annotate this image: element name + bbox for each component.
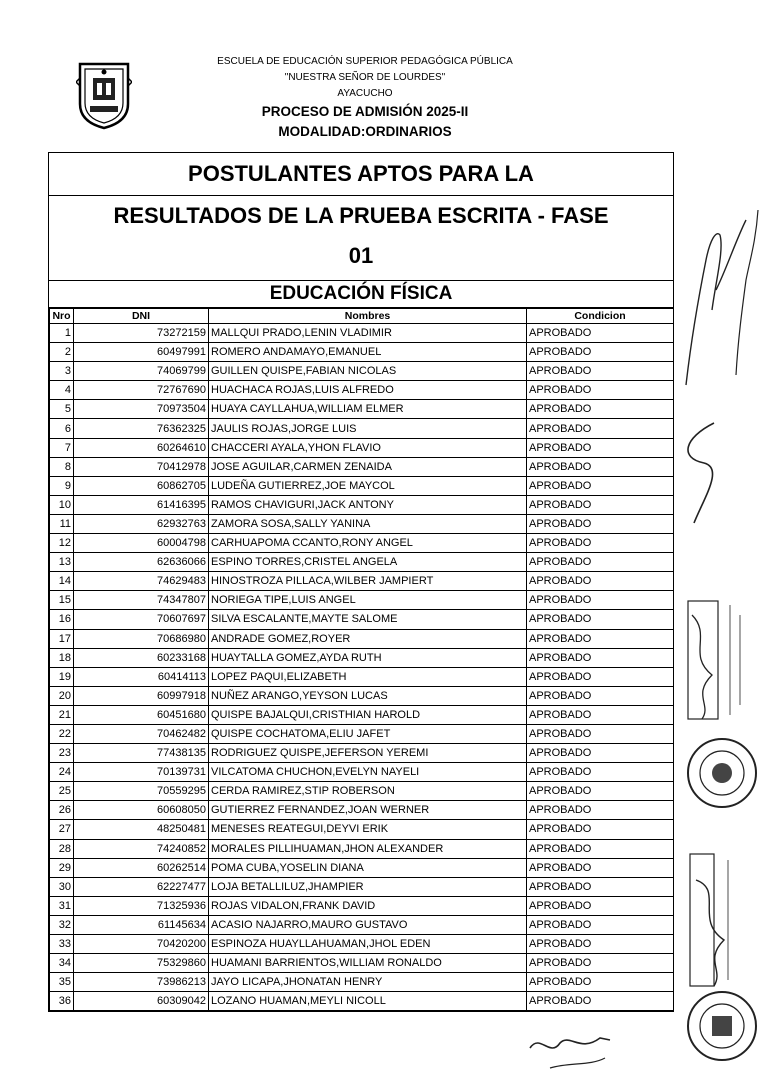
row-dni: 70139731 — [74, 763, 209, 782]
row-condicion: APROBADO — [527, 476, 674, 495]
row-condicion: APROBADO — [527, 686, 674, 705]
table-row — [50, 495, 674, 514]
row-condicion: APROBADO — [527, 705, 674, 724]
row-nro: 6 — [50, 419, 74, 438]
row-dni: 60608050 — [74, 801, 209, 820]
row-condicion: APROBADO — [527, 915, 674, 934]
row-condicion: APROBADO — [527, 667, 674, 686]
row-nro: 17 — [50, 629, 74, 648]
row-condicion: APROBADO — [527, 724, 674, 743]
program-subtitle: EDUCACIÓN FÍSICA — [49, 281, 673, 308]
table-row — [50, 610, 674, 629]
institution-seal-logo — [76, 58, 132, 130]
institution-name: ESCUELA DE EDUCACIÓN SUPERIOR PEDAGÓGICA PÚBLICA — [217, 56, 513, 67]
row-dni: 60233168 — [74, 648, 209, 667]
table-row — [50, 744, 674, 763]
row-condicion: APROBADO — [527, 992, 674, 1011]
row-nro: 19 — [50, 667, 74, 686]
table-row — [50, 935, 674, 954]
row-dni: 71325936 — [74, 896, 209, 915]
row-name: JAULIS ROJAS,JORGE LUIS — [209, 419, 527, 438]
row-nro: 4 — [50, 381, 74, 400]
row-dni: 74347807 — [74, 591, 209, 610]
row-condicion: APROBADO — [527, 973, 674, 992]
row-nro: 9 — [50, 476, 74, 495]
handwritten-signature-top — [676, 200, 762, 390]
institution-city: AYACUCHO — [337, 88, 393, 99]
row-condicion: APROBADO — [527, 820, 674, 839]
row-dni: 60451680 — [74, 705, 209, 724]
row-dni: 70607697 — [74, 610, 209, 629]
row-condicion: APROBADO — [527, 648, 674, 667]
row-nro: 34 — [50, 954, 74, 973]
title-line-2a: RESULTADOS DE LA PRUEBA ESCRITA - FASE — [113, 203, 609, 228]
row-condicion: APROBADO — [527, 419, 674, 438]
row-nro: 33 — [50, 935, 74, 954]
row-condicion: APROBADO — [527, 534, 674, 553]
row-name: GUILLEN QUISPE,FABIAN NICOLAS — [209, 362, 527, 381]
row-name: VILCATOMA CHUCHON,EVELYN NAYELI — [209, 763, 527, 782]
row-condicion: APROBADO — [527, 343, 674, 362]
table-row — [50, 362, 674, 381]
row-nro: 10 — [50, 495, 74, 514]
row-nro: 35 — [50, 973, 74, 992]
row-condicion: APROBADO — [527, 629, 674, 648]
row-name: JAYO LICAPA,JHONATAN HENRY — [209, 973, 527, 992]
header-condicion: Condicion — [527, 309, 674, 324]
row-name: MORALES PILLIHUAMAN,JHON ALEXANDER — [209, 839, 527, 858]
row-dni: 60997918 — [74, 686, 209, 705]
row-nro: 22 — [50, 724, 74, 743]
row-condicion: APROBADO — [527, 553, 674, 572]
row-nro: 14 — [50, 572, 74, 591]
row-name: POMA CUBA,YOSELIN DIANA — [209, 858, 527, 877]
table-row — [50, 648, 674, 667]
table-row — [50, 400, 674, 419]
row-condicion: APROBADO — [527, 858, 674, 877]
table-row — [50, 591, 674, 610]
row-dni: 60004798 — [74, 534, 209, 553]
row-nro: 5 — [50, 400, 74, 419]
row-dni: 76362325 — [74, 419, 209, 438]
row-name: ANDRADE GOMEZ,ROYER — [209, 629, 527, 648]
row-condicion: APROBADO — [527, 362, 674, 381]
row-name: RODRIGUEZ QUISPE,JEFERSON YEREMI — [209, 744, 527, 763]
row-condicion: APROBADO — [527, 591, 674, 610]
row-dni: 48250481 — [74, 820, 209, 839]
row-dni: 70973504 — [74, 400, 209, 419]
table-row — [50, 973, 674, 992]
row-dni: 70686980 — [74, 629, 209, 648]
row-dni: 60862705 — [74, 476, 209, 495]
table-row — [50, 954, 674, 973]
row-name: RAMOS CHAVIGURI,JACK ANTONY — [209, 495, 527, 514]
row-name: ZAMORA SOSA,SALLY YANINA — [209, 514, 527, 533]
row-dni: 73272159 — [74, 324, 209, 343]
row-name: JOSE AGUILAR,CARMEN ZENAIDA — [209, 457, 527, 476]
row-name: ESPINO TORRES,CRISTEL ANGELA — [209, 553, 527, 572]
row-name: NORIEGA TIPE,LUIS ANGEL — [209, 591, 527, 610]
row-condicion: APROBADO — [527, 763, 674, 782]
row-name: CERDA RAMIREZ,STIP ROBERSON — [209, 782, 527, 801]
table-row — [50, 801, 674, 820]
table-row — [50, 858, 674, 877]
row-nro: 26 — [50, 801, 74, 820]
header-dni: DNI — [74, 309, 209, 324]
table-row — [50, 667, 674, 686]
row-nro: 13 — [50, 553, 74, 572]
row-nro: 8 — [50, 457, 74, 476]
title-line-1: POSTULANTES APTOS PARA LA — [49, 153, 673, 196]
row-nro: 11 — [50, 514, 74, 533]
row-nro: 36 — [50, 992, 74, 1011]
document-header — [200, 54, 530, 142]
row-condicion: APROBADO — [527, 381, 674, 400]
table-row — [50, 553, 674, 572]
director-stamp — [682, 595, 762, 725]
row-nro: 3 — [50, 362, 74, 381]
row-name: QUISPE COCHATOMA,ELIU JAFET — [209, 724, 527, 743]
row-nro: 28 — [50, 839, 74, 858]
row-name: GUTIERREZ FERNANDEZ,JOAN WERNER — [209, 801, 527, 820]
institution-subname: "NUESTRA SEÑOR DE LOURDES" — [284, 72, 446, 83]
table-row — [50, 572, 674, 591]
table-row — [50, 457, 674, 476]
title-line-2b: 01 — [348, 243, 374, 268]
row-nro: 23 — [50, 744, 74, 763]
table-row — [50, 438, 674, 457]
admission-process: PROCESO DE ADMISIÓN 2025-II — [261, 104, 469, 119]
row-name: CARHUAPOMA CCANTO,RONY ANGEL — [209, 534, 527, 553]
row-dni: 60414113 — [74, 667, 209, 686]
table-row — [50, 686, 674, 705]
row-name: CHACCERI AYALA,YHON FLAVIO — [209, 438, 527, 457]
table-row — [50, 534, 674, 553]
row-dni: 62932763 — [74, 514, 209, 533]
row-condicion: APROBADO — [527, 457, 674, 476]
secretary-stamp — [684, 850, 760, 990]
row-dni: 61416395 — [74, 495, 209, 514]
row-condicion: APROBADO — [527, 324, 674, 343]
row-dni: 70420200 — [74, 935, 209, 954]
table-row — [50, 763, 674, 782]
table-row — [50, 896, 674, 915]
row-nro: 7 — [50, 438, 74, 457]
table-row — [50, 629, 674, 648]
row-nro: 30 — [50, 877, 74, 896]
row-dni: 62227477 — [74, 877, 209, 896]
table-row — [50, 343, 674, 362]
table-row — [50, 877, 674, 896]
table-row — [50, 419, 674, 438]
row-nro: 15 — [50, 591, 74, 610]
row-condicion: APROBADO — [527, 877, 674, 896]
row-condicion: APROBADO — [527, 954, 674, 973]
row-dni: 77438135 — [74, 744, 209, 763]
row-condicion: APROBADO — [527, 896, 674, 915]
row-dni: 60262514 — [74, 858, 209, 877]
row-dni: 60309042 — [74, 992, 209, 1011]
table-header-row — [50, 309, 674, 324]
row-nro: 31 — [50, 896, 74, 915]
row-dni: 72767690 — [74, 381, 209, 400]
table-row — [50, 992, 674, 1011]
row-condicion: APROBADO — [527, 572, 674, 591]
table-row — [50, 820, 674, 839]
row-condicion: APROBADO — [527, 782, 674, 801]
row-name: NUÑEZ ARANGO,YEYSON LUCAS — [209, 686, 527, 705]
row-dni: 60497991 — [74, 343, 209, 362]
row-name: LUDEÑA GUTIERREZ,JOE MAYCOL — [209, 476, 527, 495]
row-name: HUAYA CAYLLAHUA,WILLIAM ELMER — [209, 400, 527, 419]
row-condicion: APROBADO — [527, 400, 674, 419]
row-dni: 62636066 — [74, 553, 209, 572]
table-row — [50, 839, 674, 858]
table-row — [50, 782, 674, 801]
row-name: MALLQUI PRADO,LENIN VLADIMIR — [209, 324, 527, 343]
row-name: LOZANO HUAMAN,MEYLI NICOLL — [209, 992, 527, 1011]
row-dni: 70462482 — [74, 724, 209, 743]
row-nro: 21 — [50, 705, 74, 724]
title-line-2 — [49, 196, 673, 281]
table-row — [50, 705, 674, 724]
table-row — [50, 324, 674, 343]
row-name: SILVA ESCALANTE,MAYTE SALOME — [209, 610, 527, 629]
row-condicion: APROBADO — [527, 495, 674, 514]
row-nro: 27 — [50, 820, 74, 839]
row-nro: 24 — [50, 763, 74, 782]
row-name: HINOSTROZA PILLACA,WILBER JAMPIERT — [209, 572, 527, 591]
round-seal-bottom — [684, 988, 760, 1064]
row-name: HUAMANI BARRIENTOS,WILLIAM RONALDO — [209, 954, 527, 973]
bottom-signature — [520, 1028, 620, 1074]
row-nro: 2 — [50, 343, 74, 362]
table-row — [50, 724, 674, 743]
results-box — [48, 152, 674, 1012]
row-nro: 1 — [50, 324, 74, 343]
row-nro: 18 — [50, 648, 74, 667]
row-condicion: APROBADO — [527, 935, 674, 954]
row-name: LOPEZ PAQUI,ELIZABETH — [209, 667, 527, 686]
row-name: LOJA BETALLILUZ,JHAMPIER — [209, 877, 527, 896]
row-dni: 74240852 — [74, 839, 209, 858]
row-dni: 73986213 — [74, 973, 209, 992]
row-dni: 70559295 — [74, 782, 209, 801]
header-nombres: Nombres — [209, 309, 527, 324]
table-row — [50, 915, 674, 934]
results-table — [49, 308, 674, 1011]
handwritten-initial — [674, 418, 724, 528]
row-nro: 25 — [50, 782, 74, 801]
row-name: HUACHACA ROJAS,LUIS ALFREDO — [209, 381, 527, 400]
row-dni: 70412978 — [74, 457, 209, 476]
row-condicion: APROBADO — [527, 610, 674, 629]
row-name: ROMERO ANDAMAYO,EMANUEL — [209, 343, 527, 362]
row-name: ESPINOZA HUAYLLAHUAMAN,JHOL EDEN — [209, 935, 527, 954]
row-nro: 29 — [50, 858, 74, 877]
table-row — [50, 381, 674, 400]
row-condicion: APROBADO — [527, 438, 674, 457]
row-nro: 20 — [50, 686, 74, 705]
row-dni: 75329860 — [74, 954, 209, 973]
row-name: HUAYTALLA GOMEZ,AYDA RUTH — [209, 648, 527, 667]
row-nro: 32 — [50, 915, 74, 934]
round-seal-top — [684, 735, 760, 811]
row-dni: 61145634 — [74, 915, 209, 934]
row-dni: 74629483 — [74, 572, 209, 591]
row-condicion: APROBADO — [527, 839, 674, 858]
row-name: ACASIO NAJARRO,MAURO GUSTAVO — [209, 915, 527, 934]
row-name: MENESES REATEGUI,DEYVI ERIK — [209, 820, 527, 839]
row-condicion: APROBADO — [527, 801, 674, 820]
header-nro: Nro — [50, 309, 74, 324]
table-row — [50, 476, 674, 495]
row-nro: 12 — [50, 534, 74, 553]
row-nro: 16 — [50, 610, 74, 629]
row-name: QUISPE BAJALQUI,CRISTHIAN HAROLD — [209, 705, 527, 724]
row-name: ROJAS VIDALON,FRANK DAVID — [209, 896, 527, 915]
row-condicion: APROBADO — [527, 514, 674, 533]
row-dni: 74069799 — [74, 362, 209, 381]
row-dni: 60264610 — [74, 438, 209, 457]
admission-modality: MODALIDAD:ORDINARIOS — [278, 124, 452, 139]
table-row — [50, 514, 674, 533]
row-condicion: APROBADO — [527, 744, 674, 763]
